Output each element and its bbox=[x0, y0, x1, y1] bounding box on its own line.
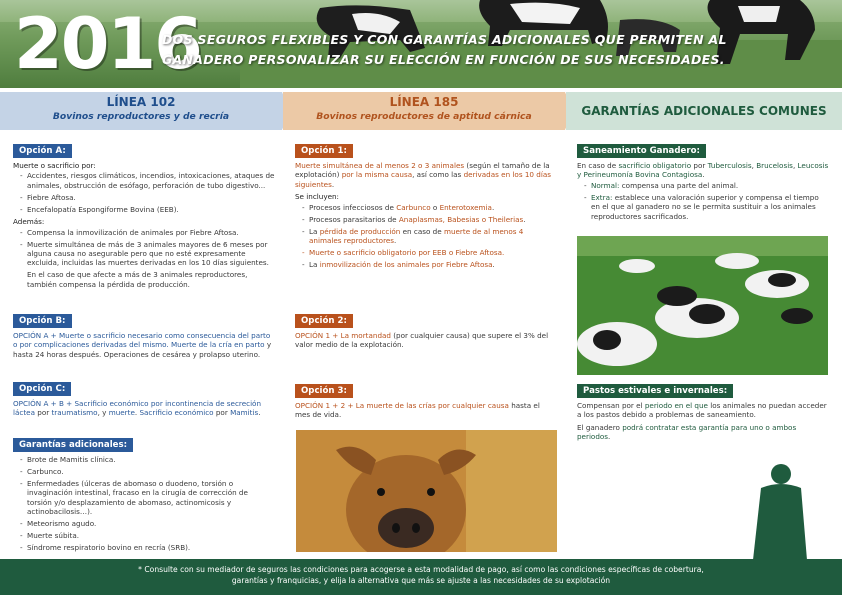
option-1-block bbox=[295, 144, 555, 272]
item-text: Procesos parasitarios de bbox=[309, 214, 399, 224]
list-item: - Muerte o sacrificio obligatorio por EEB o Fiebre Aftosa. bbox=[302, 248, 555, 257]
item-highlight: Anaplasmas, Babesias o Theilerias bbox=[398, 214, 524, 224]
option-1-text-part: , así como las bbox=[412, 170, 464, 180]
list-item: - Síndrome respiratorio bovino en recría (SRB). bbox=[20, 543, 275, 552]
option-a-intro: Muerte o sacrificio por: bbox=[13, 161, 96, 170]
option-3-text bbox=[295, 401, 555, 420]
garantias-adicionales-label: Garantías adicionales: bbox=[13, 438, 133, 452]
option-c-text bbox=[13, 399, 275, 418]
option-1-text-part: (según el tamaño de la explotación) bbox=[295, 161, 550, 180]
saneamiento-block bbox=[577, 144, 829, 224]
option-2-text bbox=[295, 331, 555, 350]
option-a-block bbox=[13, 144, 275, 289]
item-text: establece una valoración superior y compensa el tiempo en el que al ganadero no se le permita sustituir a los animales reproductores sacrificados. bbox=[591, 192, 819, 221]
item-text: . bbox=[523, 214, 526, 224]
item-highlight: Carbunco bbox=[396, 202, 431, 212]
item-highlight: Normal: bbox=[591, 180, 620, 190]
saneamiento-highlight: Leucosis y Perineumonía Bovina Contagiosa bbox=[577, 161, 829, 180]
garantias-list bbox=[20, 455, 275, 553]
list-item: - Muerte simultánea de más de 3 animales mayores de 6 meses por alguna causa no asegurable pero que no esté expresamente excluida, incluidas las muertes derivadas en los 10 días siguientes. bbox=[20, 240, 275, 268]
option-c-text-part: , y bbox=[97, 408, 109, 418]
column-header-garantias-comunes bbox=[566, 92, 842, 130]
option-c-text-part: . bbox=[134, 408, 140, 418]
item-highlight: muerte de al menos 4 animales reproductores bbox=[309, 226, 524, 246]
option-a-note: En el caso de que afecte a más de 3 animales reproductores, también compensa la pérdida de producción. bbox=[27, 270, 248, 289]
banner-headline: DOS SEGUROS FLEXIBLES Y CON GARANTÍAS ADICIONALES QUE PERMITEN AL GANADERO PERSONALIZAR SU ELECCIÓN EN FUNCIÓN DE SUS NECESIDADES. bbox=[162, 32, 727, 67]
option-3-highlight: OPCIÓN 1 + 2 + La muerte de las crías por cualquier causa bbox=[295, 401, 509, 410]
option-2-block bbox=[295, 314, 555, 350]
option-1-text bbox=[295, 161, 555, 189]
item-text: La bbox=[309, 226, 320, 236]
option-c-highlight: muerte bbox=[108, 408, 135, 418]
footer-line-1: * Consulte con su mediador de seguros las condiciones para acogerse a esta modalidad de pago, así como las condiciones específicas de cobertura, bbox=[138, 565, 704, 574]
pastos-highlight: podrá contratar esta garantía para uno o ambos periodos bbox=[577, 422, 797, 442]
option-b-block bbox=[13, 314, 275, 359]
option-2-highlight: OPCIÓN 1 + La mortandad bbox=[295, 331, 391, 340]
pastos-text-part: los animales no puedan acceder a los pastos debido a problemas de saneamiento. bbox=[577, 401, 827, 420]
saneamiento-text-part: En caso de bbox=[577, 161, 619, 170]
herd-photo bbox=[577, 236, 828, 375]
item-text: en caso de bbox=[400, 226, 444, 236]
option-1-highlight: por la misma causa bbox=[341, 170, 413, 180]
option-a-list-2 bbox=[20, 228, 275, 268]
list-item: - Encefalopatía Espongiforme Bovina (EEB). bbox=[20, 205, 275, 214]
column-header-linea-102 bbox=[0, 92, 282, 130]
item-highlight: Extra: bbox=[591, 192, 613, 202]
pastos-text-1 bbox=[577, 401, 829, 420]
list-item: - Compensa la inmovilización de animales por Fiebre Aftosa. bbox=[20, 228, 275, 237]
option-3-text-part: hasta el mes de vida. bbox=[295, 401, 540, 420]
list-item bbox=[584, 181, 829, 190]
column-title: LÍNEA 102 bbox=[106, 95, 176, 109]
option-2-text-part: (por cualquier causa) que supere el 3% del valor medio de la explotación. bbox=[295, 331, 549, 350]
option-b-highlight: OPCIÓN A + Muerte o sacrificio necesario como consecuencia del parto o por complicaciones derivadas del mismo. Muerte de la cría en parto bbox=[13, 331, 271, 350]
saneamiento-text bbox=[577, 161, 829, 180]
garantias-adicionales-block bbox=[13, 438, 275, 555]
option-c-highlight: traumatismo bbox=[51, 408, 98, 418]
pastos-highlight: periodo en el que bbox=[644, 401, 708, 410]
list-item: - Brote de Mamitis clínica. bbox=[20, 455, 275, 464]
column-title: GARANTÍAS ADICIONALES COMUNES bbox=[581, 104, 827, 118]
list-item bbox=[302, 227, 555, 246]
list-item: - Meteorismo agudo. bbox=[20, 519, 275, 528]
saneamiento-highlight: Tuberculosis bbox=[707, 161, 752, 170]
item-highlight: inmovilización de los animales por Fiebre Aftosa bbox=[319, 260, 493, 270]
option-3-block bbox=[295, 384, 555, 420]
option-c-block bbox=[13, 382, 275, 418]
saneamiento-text-part: , bbox=[792, 161, 798, 170]
option-a-label: Opción A: bbox=[13, 144, 72, 158]
pastos-text-part: Compensan por el bbox=[577, 401, 645, 410]
option-3-label: Opción 3: bbox=[295, 384, 353, 398]
list-item bbox=[302, 215, 555, 224]
column-subtitle: Bovinos reproductores de aptitud cárnica bbox=[316, 111, 532, 122]
pastos-text-part: . bbox=[608, 432, 611, 442]
column-subtitle: Bovinos reproductores y de recría bbox=[52, 111, 230, 122]
list-item: - Enfermedades (úlceras de abomaso o duodeno, torsión o invaginación intestinal, fracaso en la cirugía de corrección de torsión y/o desplazamiento de abomaso, actinomicosis y actinobacilosis…). bbox=[20, 479, 275, 517]
list-item: - Carbunco. bbox=[20, 467, 275, 476]
pastos-label: Pastos estivales e invernales: bbox=[577, 384, 733, 398]
pastos-text-part: El ganadero bbox=[577, 422, 623, 432]
option-c-highlight: Mamitis bbox=[230, 408, 259, 418]
option-b-text bbox=[13, 331, 275, 359]
option-a-ademas: Además: bbox=[13, 217, 45, 227]
column-header-linea-185 bbox=[283, 92, 565, 130]
saneamiento-list bbox=[584, 181, 829, 221]
saneamiento-text-part: , bbox=[751, 161, 757, 170]
option-1-highlight: derivadas en los 10 días siguientes bbox=[295, 170, 551, 189]
list-item: - Muerte súbita. bbox=[20, 531, 275, 540]
option-c-highlight: Sacrificio económico bbox=[139, 408, 214, 418]
banner-year: 2016 bbox=[14, 3, 201, 85]
option-1-incluyen: Se incluyen: bbox=[295, 192, 339, 202]
item-highlight: Enterotoxemia bbox=[439, 202, 492, 212]
list-item: - Fiebre Aftosa. bbox=[20, 193, 275, 202]
item-highlight: pérdida de producción bbox=[319, 226, 401, 236]
option-1-highlight: Muerte simultánea de al menos 2 o 3 animales bbox=[295, 161, 465, 170]
saneamiento-text-part: . bbox=[702, 170, 705, 180]
herd-illustration bbox=[577, 236, 828, 375]
calf-illustration bbox=[296, 430, 557, 552]
item-text: . bbox=[491, 202, 495, 212]
farmer-silhouette-icon bbox=[747, 462, 813, 560]
footer-line-2: garantías y franquicias, y elija la alternativa que más se ajuste a las necesidades de su explotación bbox=[231, 576, 611, 585]
pastos-text-2 bbox=[577, 423, 829, 442]
option-c-text-part: por bbox=[35, 408, 52, 418]
header-banner bbox=[0, 0, 842, 88]
option-c-highlight: OPCIÓN A + B + Sacrificio económico por incontinencia de secreción láctea bbox=[13, 399, 262, 418]
option-c-text-part: por bbox=[213, 408, 231, 418]
column-title: LÍNEA 185 bbox=[389, 95, 459, 109]
option-c-label: Opción C: bbox=[13, 382, 71, 396]
item-text: La bbox=[309, 260, 320, 270]
list-item bbox=[302, 260, 555, 269]
saneamiento-highlight: sacrificio obligatorio bbox=[618, 161, 692, 170]
saneamiento-text-part: por bbox=[691, 161, 708, 170]
list-item bbox=[584, 193, 829, 221]
option-1-list bbox=[302, 203, 555, 270]
item-text: . bbox=[492, 260, 495, 270]
item-text: . bbox=[394, 236, 397, 246]
option-a-list bbox=[20, 171, 275, 214]
pastos-block bbox=[577, 384, 829, 442]
option-2-label: Opción 2: bbox=[295, 314, 353, 328]
list-item: - Accidentes, riesgos climáticos, incendios, intoxicaciones, ataques de animales, obstrucción de esófago, perforación de tubo digestivo... bbox=[20, 171, 275, 190]
calf-photo bbox=[296, 430, 557, 552]
item-text: Procesos infecciosos de bbox=[309, 202, 397, 212]
option-1-label: Opción 1: bbox=[295, 144, 353, 158]
option-1-text-part: . bbox=[331, 179, 335, 189]
item-text: compensa una parte del animal. bbox=[619, 180, 739, 190]
saneamiento-highlight: Brucelosis bbox=[756, 161, 793, 170]
saneamiento-label: Saneamiento Ganadero: bbox=[577, 144, 706, 158]
item-text: o bbox=[430, 202, 440, 212]
option-b-label: Opción B: bbox=[13, 314, 72, 328]
option-c-text-part: . bbox=[258, 408, 261, 418]
option-b-rest: y hasta 24 horas después. Operaciones de cesárea y prolapso uterino. bbox=[13, 340, 272, 359]
footer-note bbox=[0, 559, 842, 595]
list-item bbox=[302, 203, 555, 212]
